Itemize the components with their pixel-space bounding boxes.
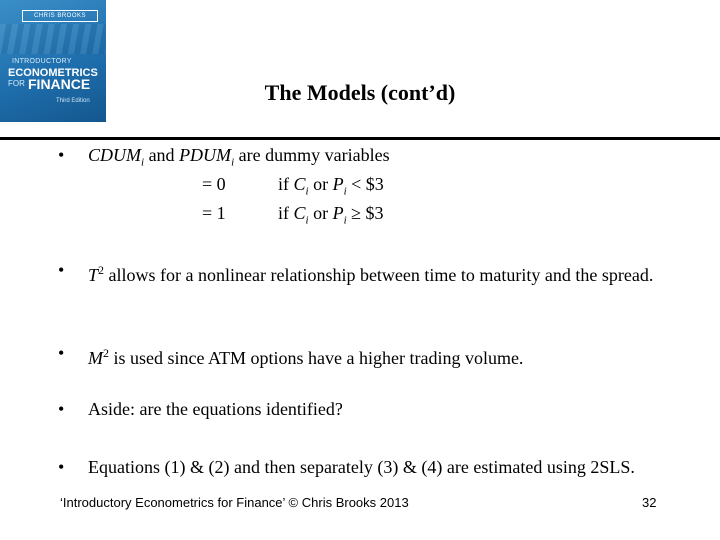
sub-i: i	[141, 156, 145, 169]
case-condition-0: if $C_i$ or $P_i$ < $3	[278, 174, 384, 198]
sub-i: i	[231, 156, 235, 169]
page-number: 32	[642, 495, 657, 510]
book-cover-image	[0, 0, 106, 122]
cover-title-line3: FOR	[8, 79, 25, 88]
var-pdum: PDUM	[179, 145, 232, 165]
cover-title-line4: FINANCE	[28, 76, 91, 92]
slide-title: The Models (cont’d)	[264, 80, 456, 105]
bullet-marker: •	[58, 457, 65, 477]
bullet-aside: Aside: are the equations identified?	[88, 399, 343, 419]
bullet-marker: •	[58, 399, 65, 419]
case-value-0: = 0	[202, 174, 226, 194]
cover-title-line1: INTRODUCTORY	[12, 58, 72, 65]
dummy-text: are dummy variables	[234, 145, 390, 165]
cover-author: CHRIS BROOKS	[22, 10, 98, 22]
cover-edition: Third Edition	[56, 98, 90, 104]
bullet-m-squared: $M^2$ is used since ATM options have a higher trading volume.	[88, 346, 524, 368]
bullet-2sls: Equations (1) & (2) and then separately (3) & (4) are estimated using 2SLS.	[88, 457, 635, 477]
title-divider	[0, 137, 720, 140]
cover-title-line2: ECONOMETRICS	[8, 67, 98, 79]
footer-copyright: ‘Introductory Econometrics for Finance’ © Chris Brooks 2013	[60, 495, 409, 510]
var-cdum: CDUM	[88, 145, 141, 165]
bullet-marker: •	[58, 260, 65, 280]
case-condition-1: if $C_i$ or $P_i$ ≥ $3	[278, 203, 384, 227]
bullet-marker: •	[58, 343, 65, 363]
case-value-1: = 1	[202, 203, 226, 223]
and-text: and	[144, 145, 180, 165]
bullet-t-squared: $T^2$ allows for a nonlinear relationship between time to maturity and the spread.	[88, 263, 654, 285]
bullet-dummy-variables	[88, 143, 678, 175]
bullet-marker: •	[58, 145, 65, 165]
cover-artwork	[0, 24, 106, 54]
